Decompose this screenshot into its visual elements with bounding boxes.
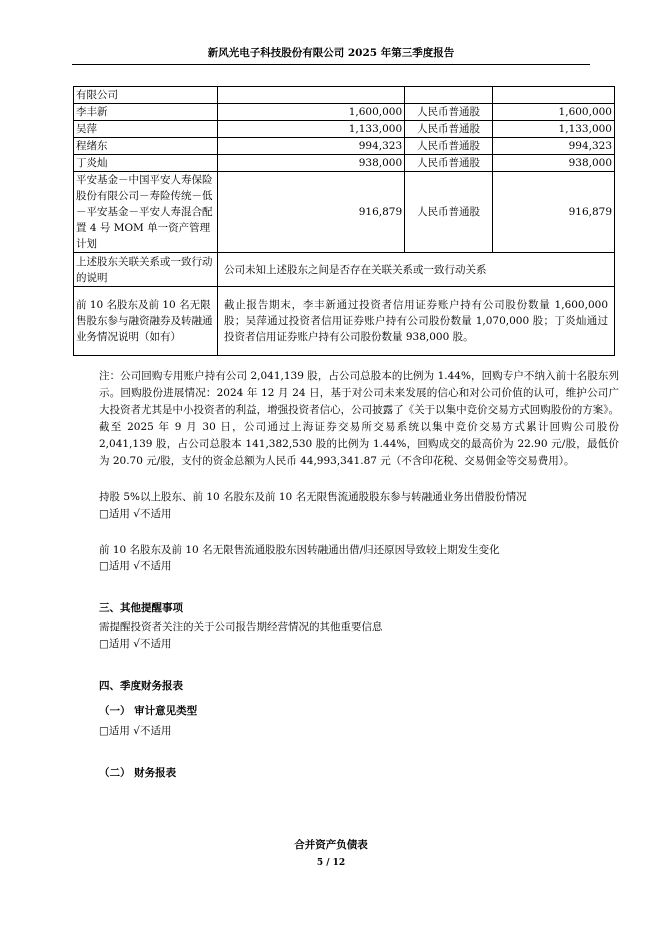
holder-shares bbox=[218, 87, 405, 104]
holder-shares: 938,000 bbox=[218, 155, 405, 172]
financial-statements-heading: （二） 财务报表 bbox=[99, 767, 177, 779]
table-row bbox=[74, 87, 615, 104]
margin-label: 前 10 名股东及前 10 名无限售股东参与融资融券及转融通业务情况说明（如有） bbox=[74, 287, 218, 356]
share-class: 人民币普通股 bbox=[405, 172, 493, 253]
share-class: 人民币普通股 bbox=[405, 104, 493, 121]
table-row bbox=[74, 287, 615, 356]
holder-shares: 1,133,000 bbox=[218, 121, 405, 138]
page-number: 5 / 12 bbox=[316, 858, 346, 868]
share-class: 人民币普通股 bbox=[405, 155, 493, 172]
section-3-text: 需提醒投资者关注的关于公司报告期经营情况的其他重要信息 bbox=[99, 621, 383, 633]
share-count: 1,133,000 bbox=[492, 121, 614, 138]
repurchase-note: 注：公司回购专用账户持有公司 2,041,139 股，占公司总股本的比例为 1.44%，回购专户不纳入前十名股东列示。回购股份进展情况：2024 年 12 月 24 日，基于对公司未来发展的信心和对公司价值的认可，维护公司广大投资者尤其是中小投资者的利益，增强投资者信心，公司披露了《关于以集中竞价交易方式回购股份的方案》。截至 2025 年 9 月 30 日，公司通过上海证券交易所交易系统以集中竞价交易方式累计回购公司股份 2,041,139 股，占公司总股本 141,382,530 股的比例为 1.44%，回购成交的最高价为 22.90 元/股，最低价为 20.70 元/股，支付的资金总额为人民币 44,993,341.87 元（不含印花税、交易佣金等交易费用）。 bbox=[99, 370, 619, 467]
section-3-choice: □适用 √不适用 bbox=[99, 638, 172, 650]
holder-name: 吴萍 bbox=[74, 121, 218, 138]
share-class: 人民币普通股 bbox=[405, 121, 493, 138]
section-4-heading: 四、季度财务报表 bbox=[99, 680, 183, 692]
report-header: 新风光电子科技股份有限公司 2025 年第三季度报告 bbox=[72, 45, 590, 65]
share-class: 人民币普通股 bbox=[405, 138, 493, 155]
margin-text: 截止报告期末，李丰新通过投资者信用证券账户持有公司股份数量 1,600,000 股；吴萍通过投资者信用证券账户持有公司股份数量 1,070,000 股；丁炎灿通过投资者信用证券账户持有公司股份数量 938,000 股。 bbox=[218, 287, 615, 356]
lending-title: 持股 5%以上股东、前 10 名股东及前 10 名无限售流通股股东参与转融通业务出借股份情况 bbox=[99, 491, 527, 503]
lending-choice: □适用 √不适用 bbox=[99, 508, 172, 520]
holder-name: 程绪东 bbox=[74, 138, 218, 155]
table-row bbox=[74, 121, 615, 138]
section-3-heading: 三、其他提醒事项 bbox=[99, 602, 183, 614]
shareholders-table bbox=[73, 86, 615, 356]
holder-name: 丁炎灿 bbox=[74, 155, 218, 172]
share-count bbox=[492, 87, 614, 104]
table-row bbox=[74, 104, 615, 121]
table-row bbox=[74, 138, 615, 155]
holder-shares: 1,600,000 bbox=[218, 104, 405, 121]
change-choice: □适用 √不适用 bbox=[99, 560, 172, 572]
share-count: 916,879 bbox=[492, 172, 614, 253]
table-row bbox=[74, 253, 615, 287]
holder-shares: 994,323 bbox=[218, 138, 405, 155]
share-count: 938,000 bbox=[492, 155, 614, 172]
holder-shares: 916,879 bbox=[218, 172, 405, 253]
holder-name: 有限公司 bbox=[74, 87, 218, 104]
table-row bbox=[74, 172, 615, 253]
holder-name: 平安基金－中国平安人寿保险股份有限公司－寿险传统－低－平安基金－平安人寿混合配置 4 号 MOM 单一资产管理计划 bbox=[74, 172, 218, 253]
holder-name: 李丰新 bbox=[74, 104, 218, 121]
relation-label: 上述股东关联关系或一致行动的说明 bbox=[74, 253, 218, 287]
balance-sheet-title: 合并资产负债表 bbox=[294, 839, 368, 851]
table-row bbox=[74, 155, 615, 172]
audit-opinion-heading: （一） 审计意见类型 bbox=[99, 705, 198, 717]
change-title: 前 10 名股东及前 10 名无限售流通股股东因转融通出借/归还原因导致较上期发生变化 bbox=[99, 544, 500, 556]
relation-text: 公司未知上述股东之间是否存在关联关系或一致行动关系 bbox=[218, 253, 615, 287]
share-count: 1,600,000 bbox=[492, 104, 614, 121]
share-count: 994,323 bbox=[492, 138, 614, 155]
audit-opinion-choice: □适用 √不适用 bbox=[99, 725, 172, 737]
share-class bbox=[405, 87, 493, 104]
